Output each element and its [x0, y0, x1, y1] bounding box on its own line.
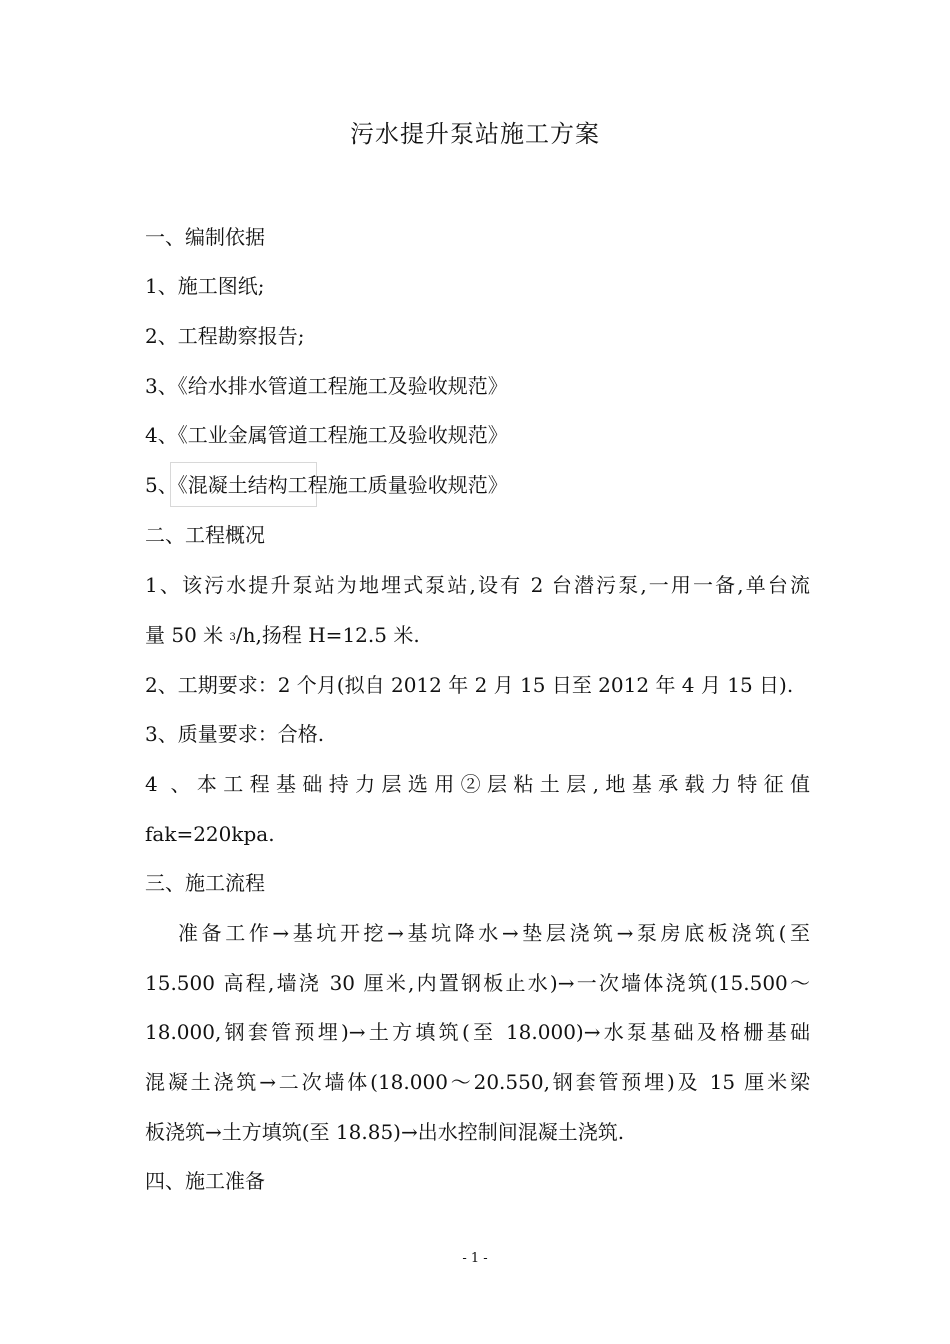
document-title: 污水提升泵站施工方案 — [350, 120, 600, 148]
heading-process: 三、施工流程 — [145, 871, 265, 895]
process-line-1: 准备工作→基坑开挖→基坑降水→垫层浇筑→泵房底板浇筑(至 — [178, 921, 810, 945]
process-line-5: 板浇筑→土方填筑(至 18.85)→出水控制间混凝土浇筑. — [145, 1120, 625, 1144]
overview-item-1-line-2 — [145, 620, 810, 653]
process-line-3: 18.000,钢套管预埋)→土方填筑(至 18.000)→水泵基础及格栅基础 — [145, 1020, 810, 1044]
heading-preparation: 四、施工准备 — [145, 1169, 265, 1193]
overview-item-1-line-1: 1、该污水提升泵站为地埋式泵站,设有 2 台潜污泵,一用一备,单台流 — [145, 573, 810, 597]
basis-item-4: 4、《工业金属管道工程施工及验收规范》 — [145, 423, 508, 447]
process-line-4: 混凝土浇筑→二次墙体(18.000～20.550,钢套管预埋)及 15 厘米梁 — [145, 1070, 810, 1094]
basis-item-3: 3、《给水排水管道工程施工及验收规范》 — [145, 374, 508, 398]
page-number: - 1 - — [462, 1251, 488, 1266]
overview-item-2: 2、工期要求：2 个月(拟自 2012 年 2 月 15 日至 2012 年 4 月 15 日). — [145, 673, 794, 697]
overview-item-4-line-1: 4 、本工程基础持力层选用②层粘土层,地基承载力特征值 — [145, 772, 810, 796]
cubic-superscript: 3 — [229, 632, 236, 643]
overview-item-4-line-2: fak=220kpa. — [145, 822, 275, 846]
basis-item-2: 2、工程勘察报告; — [145, 324, 305, 348]
flow-rate-text: 量 50 米 — [145, 623, 224, 647]
heading-overview: 二、工程概况 — [145, 523, 265, 547]
basis-item-5: 5、《混凝土结构工程施工质量验收规范》 — [145, 473, 508, 497]
heading-basis: 一、编制依据 — [145, 225, 265, 249]
process-line-2: 15.500 高程,墙浇 30 厘米,内置钢板止水)→一次墙体浇筑(15.500～ — [145, 971, 810, 995]
overview-item-3: 3、质量要求：合格. — [145, 722, 325, 746]
basis-item-1: 1、施工图纸; — [145, 274, 265, 298]
head-text: /h,扬程 H=12.5 米. — [235, 623, 420, 647]
